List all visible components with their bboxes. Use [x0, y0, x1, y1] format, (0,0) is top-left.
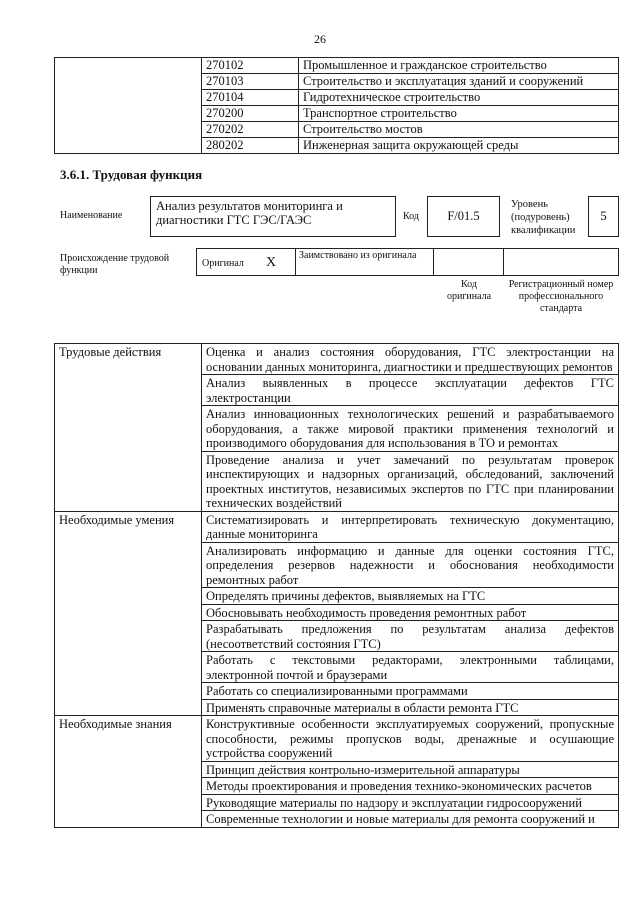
- item-cell: Применять справочные материалы в области ремонта ГТС: [202, 699, 619, 716]
- level-label: Уровень (подуровень) квалификации: [511, 199, 576, 236]
- item-cell: Анализ инновационных технологических решений и разрабатываемого оборудования, а также мировой практики применения технологий и производимого оборудования для использования в ТО и ремонтах: [202, 406, 619, 452]
- item-cell: Работать со специализированными программами: [202, 683, 619, 700]
- code-original-caption: Код оригинала: [446, 279, 492, 302]
- code-cell: 270202: [202, 122, 299, 138]
- code-name-cell: Инженерная защита окружающей среды: [299, 138, 619, 154]
- page-number: 26: [314, 32, 326, 46]
- code-cell: 270200: [202, 106, 299, 122]
- code-cell: 270102: [202, 58, 299, 74]
- section-title: 3.6.1. Трудовая функция: [60, 167, 203, 182]
- original-label: Оригинал: [202, 258, 244, 269]
- code-name-cell: Гидротехническое строительство: [299, 90, 619, 106]
- code-table: [54, 57, 619, 154]
- item-cell: Анализировать информацию и данные для оценки состояния ГТС, определения резервов надежности и обоснования необходимости ремонтных работ: [202, 542, 619, 588]
- code-cell: 270104: [202, 90, 299, 106]
- borrowed-label: Заимствовано из оригинала: [299, 250, 417, 261]
- item-cell: Принцип действия контрольно-измерительной аппаратуры: [202, 761, 619, 778]
- item-cell: Методы проектирования и проведения технико-экономических расчетов: [202, 778, 619, 795]
- code-label: Код: [403, 211, 419, 222]
- item-cell: Анализ выявленных в процессе эксплуатации дефектов ГТС электростанции: [202, 375, 619, 406]
- item-cell: Конструктивные особенности эксплуатируемых сооружений, пропускные способности, режимы пропусков воды, дренажные и осушающие устройства сооружений: [202, 716, 619, 762]
- code-name-cell: Транспортное строительство: [299, 106, 619, 122]
- origin-divider-3: [503, 248, 504, 276]
- item-cell: Обосновывать необходимость проведения ремонтных работ: [202, 604, 619, 621]
- category-cell: Трудовые действия: [55, 344, 202, 512]
- level-value: 5: [588, 196, 619, 237]
- original-mark: X: [266, 255, 277, 270]
- category-cell: Необходимые знания: [55, 716, 202, 828]
- item-cell: Современные технологии и новые материалы для ремонта сооружений и: [202, 811, 619, 828]
- item-cell: Определять причины дефектов, выявляемых на ГТС: [202, 588, 619, 605]
- code-value: F/01.5: [427, 196, 500, 237]
- item-cell: Проведение анализа и учет замечаний по результатам проверок инспектирующих и надзорных организаций, обследований, заключений проектных институтов, независимых экспертов по ГТС при планировании технических воздействий: [202, 451, 619, 511]
- code-name-cell: Строительство мостов: [299, 122, 619, 138]
- code-name-cell: Промышленное и гражданское строительство: [299, 58, 619, 74]
- reg-number-caption: Регистрационный номер профессионального стандарта: [508, 279, 614, 314]
- code-name-cell: Строительство и эксплуатация зданий и сооружений: [299, 74, 619, 90]
- item-cell: Оценка и анализ состояния оборудования, ГТС электростанции на основании данных мониторинга, диагностики и предшествующих ремонтов: [202, 344, 619, 375]
- code-table-row: [55, 58, 619, 74]
- origin-divider-2: [433, 248, 434, 276]
- item-cell: Работать с текстовыми редакторами, электронными таблицами, электронной почтой и браузерами: [202, 652, 619, 683]
- name-label: Наименование: [60, 210, 123, 221]
- item-cell: Руководящие материалы по надзору и эксплуатации гидросооружений: [202, 794, 619, 811]
- function-row: [55, 716, 619, 762]
- origin-divider-1: [295, 248, 296, 276]
- item-cell: Систематизировать и интерпретировать техническую документацию, данные мониторинга: [202, 511, 619, 542]
- code-cell: 270103: [202, 74, 299, 90]
- code-cell: 280202: [202, 138, 299, 154]
- code-table-empty-cell: [55, 58, 202, 154]
- function-row: [55, 344, 619, 375]
- function-table: [54, 343, 619, 828]
- category-cell: Необходимые умения: [55, 511, 202, 716]
- item-cell: Разрабатывать предложения по результатам анализа дефектов (несоответствий состояния ГТС): [202, 621, 619, 652]
- function-row: [55, 511, 619, 542]
- origin-label: Происхождение трудовой функции: [60, 253, 170, 276]
- name-value: Анализ результатов мониторинга и диагностики ГТС ГЭС/ГАЭС: [150, 196, 396, 237]
